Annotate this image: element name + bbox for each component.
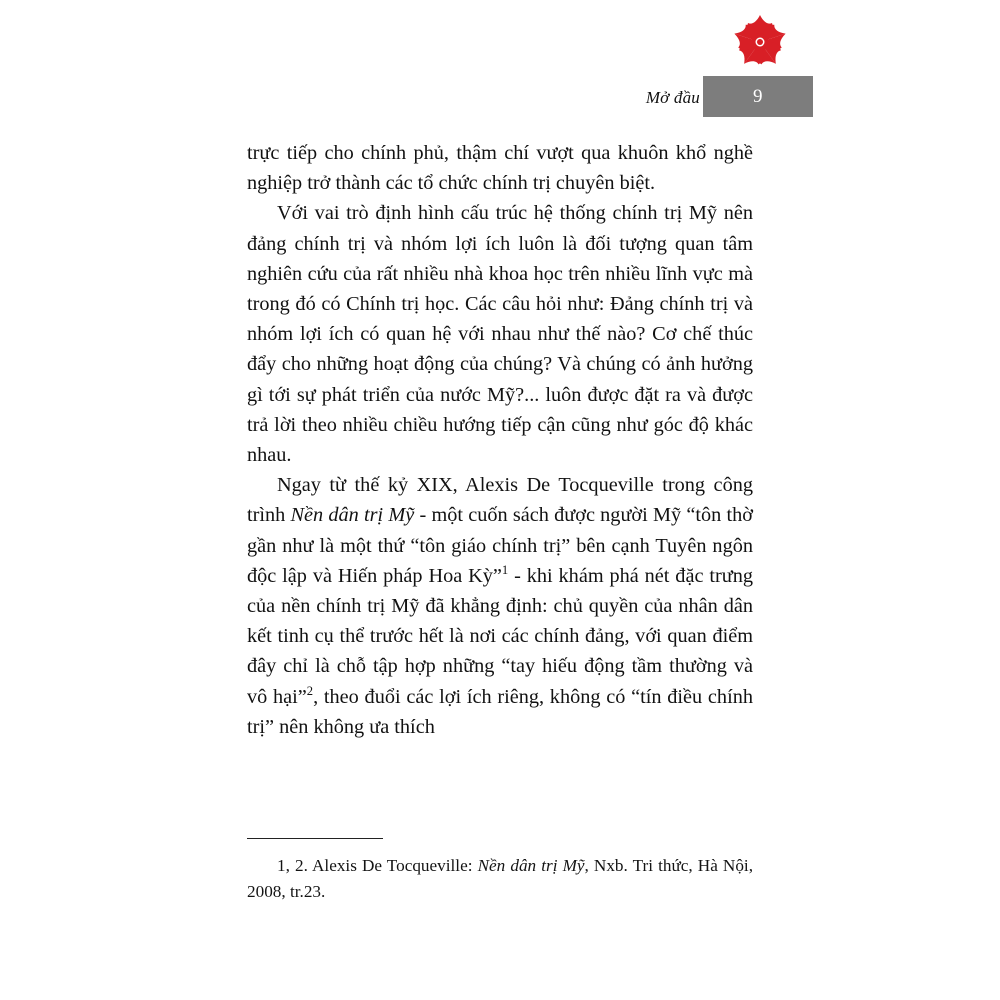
text-run: - một cuốn sách được người Mỹ “tôn thờ gần như là một thứ “tôn giáo chính trị” bên cạnh Tuyên ngôn độc lập và Hiến pháp Hoa Kỳ”: [247, 504, 754, 587]
text-run: , theo đuổi các lợi ích riêng, không có “tín điều chính trị” nên không ưa thích: [247, 685, 753, 738]
footnote-separator-rule: [247, 838, 383, 839]
text-run: Với vai trò định hình cấu trúc hệ thống chính trị Mỹ nên đảng chính trị và nhóm lợi ích luôn là đối tượng quan tâm nghiên cứu của rất nhiều nhà khoa học trên nhiều lĩnh vực mà trong đó có Chính trị học. Các câu hỏi như: Đảng chính trị và nhóm lợi ích có quan hệ với nhau như thế nào? Cơ chế thúc đẩy cho những hoạt động của chúng? Và chúng có ảnh hưởng gì tới sự phát triển của nước Mỹ?... luôn được đặt ra và được trả lời theo nhiều chiều hướng tiếp cận cũng như góc độ khác nhau.: [247, 202, 753, 467]
italic-title: Nền dân trị Mỹ: [477, 856, 585, 875]
footnote-marker: 1: [501, 563, 509, 578]
page-header: [0, 0, 1000, 140]
text-run: 1, 2. Alexis De Tocqueville:: [277, 856, 478, 875]
text-run: trực tiếp cho chính phủ, thậm chí vượt qua khuôn khổ nghề nghiệp trở thành các tổ chức chính trị chuyên biệt.: [247, 142, 753, 195]
paragraph: [247, 198, 753, 470]
footnote-block: [247, 838, 753, 905]
running-head-section-label: Mở đầu: [645, 88, 700, 107]
text-run: Ngay từ thế kỷ XIX, Alexis De Tocqueville trong công trình: [247, 474, 753, 527]
paragraph: [247, 470, 753, 742]
text-run: - khi khám phá nét đặc trưng của nền chính trị Mỹ đã khẳng định: chủ quyền của nhân dân kết tinh cụ thể trước hết là nơi các chính đảng, với quan điểm đây chỉ là chỗ tập hợp những “tay hiếu động tầm thường và vô hại”: [247, 564, 753, 708]
red-star-flower-logo-icon: [730, 12, 790, 72]
footnote-marker: 2: [306, 683, 314, 698]
page-number-badge: 9: [703, 76, 813, 117]
italic-title: Nền dân trị Mỹ: [290, 504, 415, 527]
page-body-text: [247, 138, 753, 742]
paragraph: [247, 138, 753, 198]
footnote-text: [247, 853, 753, 905]
text-run: , Nxb. Tri thức, Hà Nội, 2008, tr.23.: [247, 856, 753, 901]
